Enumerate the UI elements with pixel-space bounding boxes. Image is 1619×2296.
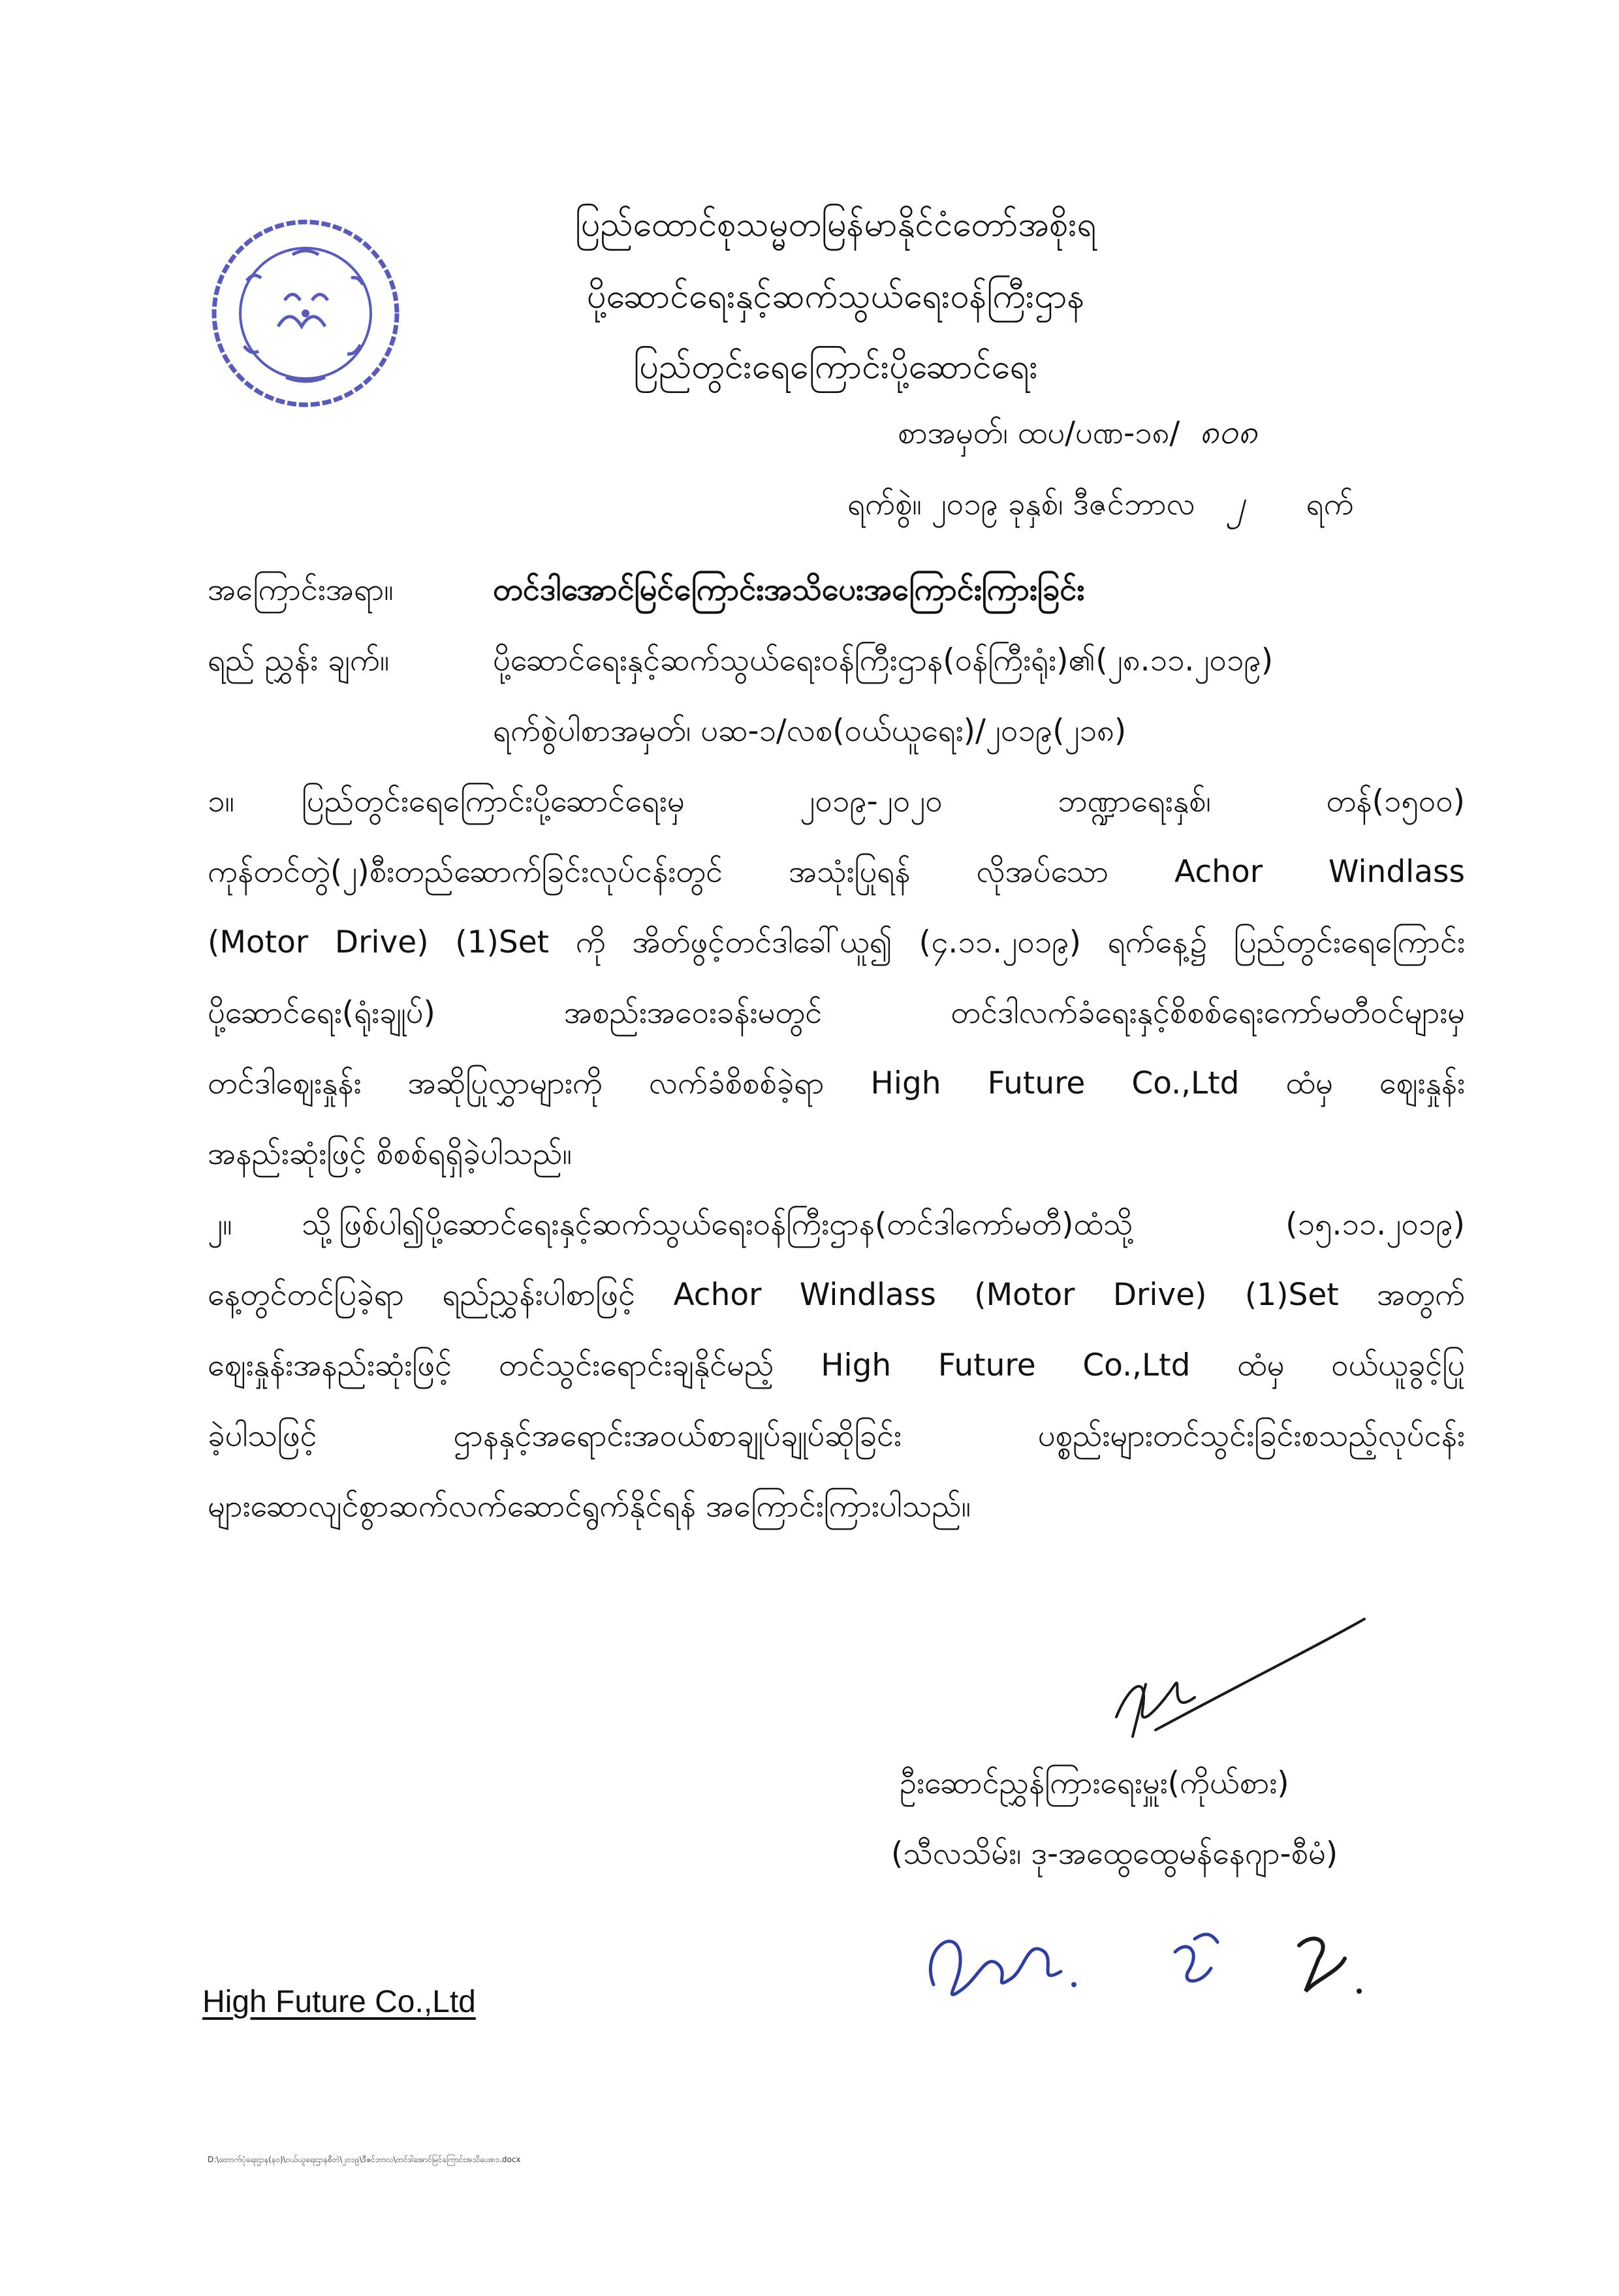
official-seal: [208, 215, 403, 411]
initials-icon: [914, 1913, 1423, 2024]
reference-line1: ပို့ဆောင်ရေးနှင့်ဆက်သွယ်ရေးဝန်ကြီးဌာန(ဝန်ကြီးရုံး)၏(၂၈.၁၁.၂၀၁၉): [493, 642, 1274, 678]
letter-date: [847, 484, 1354, 523]
recipient: High Future Co.,Ltd: [202, 1985, 476, 2019]
paragraph1-line: တင်ဒါဈေးနှုန်း အဆိုပြုလွှာများကို လက်ခံစိစစ်ခဲ့ရာ High Future Co.,Ltd ထံမှ ဈေးနှုန်း: [208, 1065, 1465, 1101]
signatory-name: (သီလသိမ်း၊ ဒု-အထွေထွေမန်နေဂျာ-စီမံ): [891, 1836, 1338, 1872]
paragraph1-line: ကုန်တင်တွဲ(၂)စီးတည်ဆောက်ခြင်းလုပ်ငန်းတွင် အသုံးပြုရန် လိုအပ်သော Achor Windlass: [208, 854, 1465, 890]
signature: [1071, 1606, 1384, 1763]
paragraph1-line: အနည်းဆုံးဖြင့် စိစစ်ရရှိခဲ့ပါသည်။: [208, 1136, 572, 1172]
paragraph1-line: (Motor Drive) (1)Set ကို အိတ်ဖွင့်တင်ဒါခေါ်ယူ၍ (၄.၁၁.၂၀၁၉) ရက်နေ့၌ ပြည်တွင်းရေကြောင်း: [208, 924, 1465, 960]
paragraph1-line: ပို့ဆောင်ရေး(ရုံးချုပ်) အစည်းအဝေးခန်းမတွင် တင်ဒါလက်ခံရေးနှင့်စိစစ်ရေးကော်မတီဝင်များမှ: [208, 995, 1465, 1031]
paragraph2-number: ၂။: [208, 1206, 232, 1242]
date-suffix: ရက်: [1306, 486, 1354, 522]
paragraph1-number: ၁။: [208, 783, 234, 819]
paragraph2-line: ဈေးနှုန်းအနည်းဆုံးဖြင့် တင်သွင်းရောင်းချနိုင်မည့် High Future Co.,Ltd ထံမှ ဝယ်ယူခွင့်ပြု: [208, 1347, 1465, 1383]
subject-label: အကြောင်းအရာ။: [208, 572, 394, 608]
reference-label: ရည် ညွှန်း ချက်။: [208, 642, 390, 678]
header-ministry-line1: ပြည်ထောင်စုသမ္မတမြန်မာနိုင်ငံတော်အစိုးရ: [574, 205, 1097, 244]
reference-line2: ရက်စွဲပါစာအမှတ်၊ ပဆ-၁/လစ(ဝယ်ယူရေး)/၂၀၁၉(၂၁၈): [493, 713, 1127, 749]
seal-icon: [208, 215, 403, 411]
paragraph2-line: ခဲ့ပါသဖြင့် ဌာနနှင့်အရောင်းအဝယ်စာချုပ်ချုပ်ဆိုခြင်း ပစ္စည်းများတင်သွင်းခြင်းစသည့်လုပ်ငန်း: [208, 1418, 1465, 1454]
date-day-handwritten: ၂: [1227, 484, 1245, 523]
footer-file-path: D:\တောက်ပုံရေးဌာန(နဝ)\ဝယ်ယူရေးဌာနစီတဲ\၂၀၁၉\ဒီဇင်ဘာလ\တင်ဒါအောင်မြင်ကြောင်းအသိပေး၈၁.docx: [208, 2155, 521, 2164]
header-ministry-line3: ပြည်တွင်းရေကြောင်းပို့ဆောင်ရေး: [633, 347, 1038, 386]
signature-icon: [1071, 1606, 1384, 1763]
paragraph2-line: သို့ဖြစ်ပါ၍ပို့ဆောင်ရေးနှင့်ဆက်သွယ်ရေးဝန်ကြီးဌာန(တင်ဒါကော်မတီ)ထံသို့ (၁၅.၁၁.၂၀၁၉): [302, 1206, 1465, 1242]
paragraph2-line: နေ့တွင်တင်ပြခဲ့ရာ ရည်ညွှန်းပါစာဖြင့် Achor Windlass (Motor Drive) (1)Set အတွက်: [208, 1277, 1465, 1313]
signatory-title: ဦးဆောင်ညွှန်ကြားရေးမှူး(ကိုယ်စား): [900, 1765, 1289, 1801]
letter-number: [898, 413, 1257, 452]
header-ministry-line2: ပို့ဆောင်ရေးနှင့်ဆက်သွယ်ရေးဝန်ကြီးဌာန: [586, 277, 1085, 316]
paragraph1-line: ပြည်တွင်းရေကြောင်းပို့ဆောင်ရေးမှ ၂၀၁၉-၂၀၂၀ ဘဏ္ဍာရေးနှစ်၊ တန်(၁၅၀၀): [302, 783, 1465, 819]
date-text: ရက်စွဲ။ ၂၀၁၉ ခုနှစ်၊ ဒီဇင်ဘာလ: [847, 486, 1195, 522]
letter-number-handwritten: ၈၀၈: [1199, 413, 1257, 452]
letter-number-label: စာအမှတ်၊ ထပ/ပဏ-၁၈/: [898, 415, 1180, 451]
handwritten-initials: [914, 1913, 1423, 2024]
paragraph2-line: များဆောလျင်စွာဆက်လက်ဆောင်ရွက်နိုင်ရန် အကြောင်းကြားပါသည်။: [208, 1488, 971, 1524]
subject-text: တင်ဒါအောင်မြင်ကြောင်းအသိပေးအကြောင်းကြားခြင်း: [493, 572, 1085, 608]
